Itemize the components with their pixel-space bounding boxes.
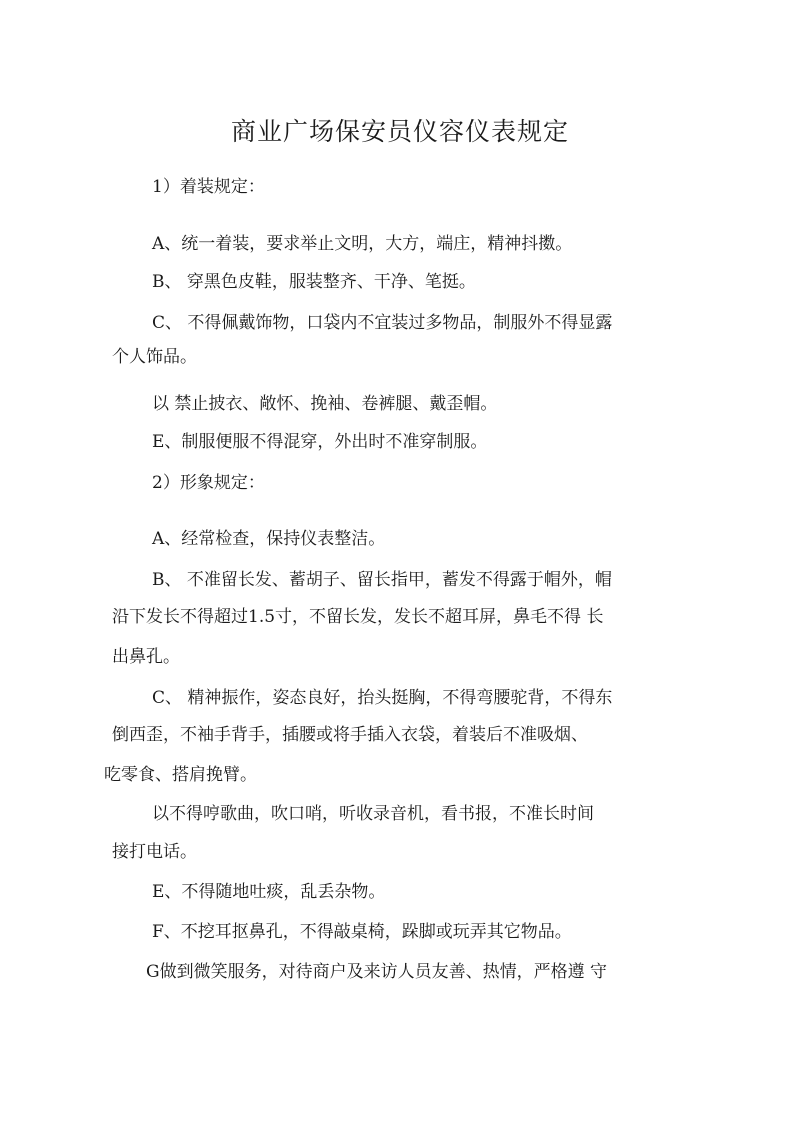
- paragraph-line: E、不得随地吐痰，乱丢杂物。: [152, 882, 386, 902]
- paragraph-line: 沿下发长不得超过1.5寸，不留长发，发长不超耳屏，鼻毛不得 长: [112, 607, 604, 627]
- paragraph-line: F、不挖耳抠鼻孔，不得敲桌椅，跺脚或玩弄其它物品。: [152, 922, 572, 942]
- paragraph-line: B、 不准留长发、蓄胡子、留长指甲，蓄发不得露于帽外，帽: [152, 570, 612, 590]
- page-title: 商业广场保安员仪容仪表规定: [230, 117, 569, 146]
- paragraph-line: C、 不得佩戴饰物，口袋内不宜装过多物品，制服外不得显露: [152, 313, 613, 333]
- paragraph-line: 以 禁止披衣、敞怀、挽袖、卷裤腿、戴歪帽。: [152, 394, 498, 414]
- paragraph-line: G做到微笑服务，对待商户及来访人员友善、热情，严格遵 守: [146, 962, 607, 982]
- paragraph-line: 倒西歪，不袖手背手，插腰或将手插入衣袋，着装后不准吸烟、: [112, 725, 588, 745]
- paragraph-line: 出鼻孔。: [112, 647, 180, 667]
- paragraph-line: 吃零食、搭肩挽臂。: [104, 765, 257, 785]
- paragraph-line: 接打电话。: [112, 842, 197, 862]
- paragraph-line: 以不得哼歌曲，吹口哨，听收录音机，看书报，不准长时间: [152, 804, 594, 824]
- paragraph-line: C、 精神振作，姿态良好，抬头挺胸，不得弯腰驼背，不得东: [152, 688, 613, 708]
- section-heading-appearance: 2）形象规定：: [152, 473, 265, 493]
- paragraph-line: A、统一着装，要求举止文明，大方，端庄，精神抖擞。: [152, 234, 573, 254]
- paragraph-line: A、经常检查，保持仪表整洁。: [152, 529, 386, 549]
- paragraph-line: E、制服便服不得混穿，外出时不准穿制服。: [152, 432, 488, 452]
- section-heading-dress: 1）着装规定：: [152, 177, 265, 197]
- paragraph-line: B、 穿黑色皮鞋，服装整齐、干净、笔挺。: [152, 272, 476, 292]
- paragraph-line: 个人饰品。: [112, 347, 197, 367]
